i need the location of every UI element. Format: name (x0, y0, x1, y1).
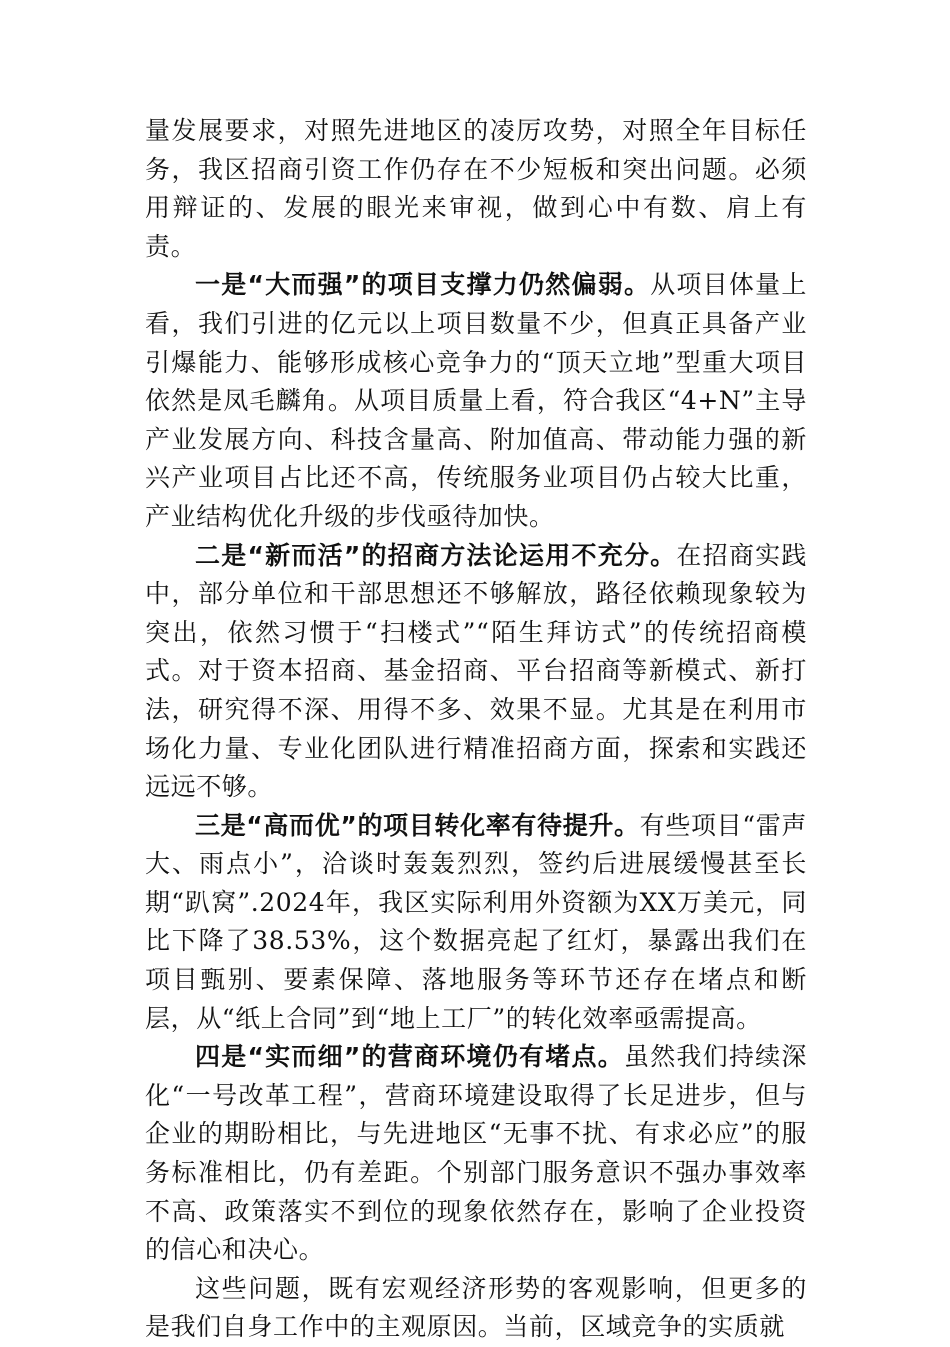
paragraph-text: 这些问题，既有宏观经济形势的客观影响，但更多的是我们自身工作中的主观原因。当前，区域竞争的实质就 (145, 1273, 807, 1342)
paragraph-text: 量发展要求，对照先进地区的凌厉攻势，对照全年目标任务，我区招商引资工作仍存在不少短板和突出问题。必须用辩证的、发展的眼光来审视，做到心中有数、肩上有责。 (145, 116, 807, 261)
paragraph-text: 从项目体量上看，我们引进的亿元以上项目数量不少，但真正具备产业引爆能力、能够形成核心竞争力的“顶天立地”型重大项目依然是凤毛麟角。从项目质量上看，符合我区“4+N”主导产业发展方向、科技含量高、附加值高、带动能力强的新兴产业项目占比还不高，传统服务业项目仍占较大比重，产业结构优化升级的步伐亟待加快。 (145, 270, 807, 531)
paragraph-intro (145, 112, 807, 266)
document-page (145, 112, 807, 1347)
paragraph-lead: 三是“高而优”的项目转化率有待提升。 (195, 810, 640, 840)
paragraph-point-three (145, 807, 807, 1039)
paragraph-text: 有些项目“雷声大、雨点小”，洽谈时轰轰烈烈，签约后进展缓慢甚至长期“趴窝”.2024年，我区实际利用外资额为XX万美元，同比下降了38.53%，这个数据亮起了红灯，暴露出我们在项目甄别、要素保障、落地服务等环节还存在堵点和断层，从“纸上合同”到“地上工厂”的转化效率亟需提高。 (145, 810, 807, 1033)
paragraph-lead: 二是“新而活”的招商方法论运用不充分。 (195, 540, 677, 570)
paragraph-lead: 一是“大而强”的项目支撑力仍然偏弱。 (195, 270, 651, 300)
paragraph-closing (145, 1270, 807, 1347)
paragraph-point-two (145, 537, 807, 807)
paragraph-point-four (145, 1038, 807, 1270)
paragraph-lead: 四是“实而细”的营商环境仍有堵点。 (195, 1042, 624, 1072)
paragraph-point-one (145, 266, 807, 536)
paragraph-text: 虽然我们持续深化“一号改革工程”，营商环境建设取得了长足进步，但与企业的期盼相比，与先进地区“无事不扰、有求必应”的服务标准相比，仍有差距。个别部门服务意识不强办事效率不高、政策落实不到位的现象依然存在，影响了企业投资的信心和决心。 (145, 1042, 807, 1265)
paragraph-text: 在招商实践中，部分单位和干部思想还不够解放，路径依赖现象较为突出，依然习惯于“扫楼式”“陌生拜访式”的传统招商模式。对于资本招商、基金招商、平台招商等新模式、新打法，研究得不深、用得不多、效果不显。尤其是在利用市场化力量、专业化团队进行精准招商方面，探索和实践还远远不够。 (145, 540, 807, 802)
